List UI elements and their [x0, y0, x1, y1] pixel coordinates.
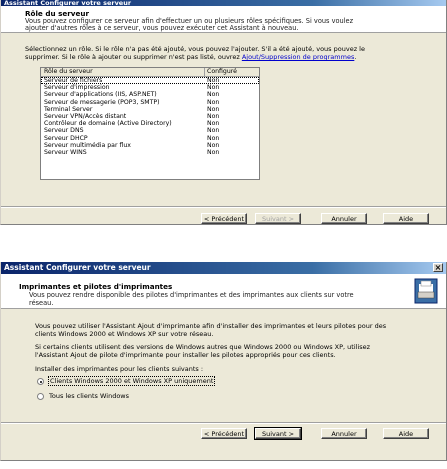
- button-separator: [1, 422, 446, 424]
- paragraph-1-line-2: clients Windows 2000 et Windows XP sur votre réseau.: [35, 330, 214, 338]
- role-configured: Non: [207, 84, 220, 92]
- title-bar: [1, 262, 446, 274]
- install-for-label: Installer des imprimantes pour les clients suivants :: [35, 365, 204, 373]
- window-title: Assistant Configurer votre serveur: [4, 263, 151, 272]
- instruction-line-2: [25, 53, 356, 61]
- role-name: Serveur multimédia par flux: [44, 141, 131, 149]
- page-title: Imprimantes et pilotes d'imprimantes: [19, 282, 173, 291]
- add-remove-programs-link[interactable]: Ajout/Suppression de programmes: [241, 53, 355, 61]
- list-item[interactable]: [41, 77, 259, 84]
- paragraph-2-line-1: Si certains clients utilisent des versions de Windows autres que Windows 2000 ou Windows XP, utilisez: [35, 343, 371, 351]
- role-configured: Non: [207, 112, 220, 120]
- list-item[interactable]: [41, 84, 259, 91]
- role-name: Serveur de fichiers: [44, 77, 103, 84]
- role-configured: Non: [207, 141, 220, 149]
- role-configured: Non: [207, 105, 220, 113]
- role-configured: Non: [207, 148, 220, 156]
- instruction-end: .: [354, 53, 357, 61]
- cancel-button[interactable]: Annuler: [321, 213, 367, 224]
- role-configured: Non: [207, 91, 220, 99]
- list-item[interactable]: [41, 120, 259, 127]
- role-name: Terminal Server: [44, 105, 93, 113]
- help-button[interactable]: Aide: [383, 428, 429, 439]
- role-configured: Non: [207, 98, 220, 106]
- list-header: [41, 68, 259, 77]
- back-button[interactable]: < Précédent: [201, 213, 247, 224]
- instruction-line-1: Sélectionnez un rôle. Si le rôle n'a pas été ajouté, vous pouvez l'ajouter. S'il a été ajouté, vous pouvez le: [25, 45, 365, 53]
- next-button[interactable]: Suivant >: [255, 428, 301, 439]
- role-name: Serveur DNS: [44, 127, 84, 135]
- header-description-line-1: Vous pouvez rendre disponible des pilotes d'imprimantes et des imprimantes aux clients sur votre: [29, 291, 354, 299]
- list-item[interactable]: [41, 127, 259, 134]
- wizard-header: [1, 6, 446, 33]
- role-configured: Non: [207, 77, 220, 84]
- wizard-window-server-role: [0, 0, 447, 225]
- server-roles-list[interactable]: [40, 67, 260, 180]
- list-item[interactable]: [41, 142, 259, 149]
- back-button[interactable]: < Précédent: [201, 428, 247, 439]
- wizard-window-printers: [0, 262, 447, 461]
- close-icon[interactable]: ×: [434, 263, 442, 272]
- help-button[interactable]: Aide: [383, 213, 429, 224]
- list-item[interactable]: [41, 99, 259, 106]
- list-item[interactable]: [41, 91, 259, 98]
- role-configured: Non: [207, 127, 220, 135]
- role-name: Serveur d'impression: [44, 84, 110, 92]
- role-name: Serveur DHCP: [44, 134, 88, 142]
- radio-button[interactable]: [37, 393, 44, 400]
- page-title: Rôle du serveur: [25, 9, 89, 18]
- paragraph-2-line-2: l'Assistant Ajout de pilote d'imprimante pour installer les pilotes appropriés pour ces clients.: [35, 351, 336, 359]
- column-header-configured[interactable]: Configuré: [204, 68, 237, 76]
- radio-label[interactable]: Tous les clients Windows: [49, 392, 129, 400]
- wizard-header: [1, 274, 446, 309]
- instruction-text: supprimer. Si le rôle à ajouter ou supprimer n'est pas listé, ouvrez: [25, 53, 240, 61]
- radio-button[interactable]: [37, 378, 44, 385]
- role-configured: Non: [207, 120, 220, 128]
- radio-label[interactable]: Clients Windows 2000 et Windows XP uniquement: [50, 377, 214, 385]
- role-name: Serveur de messagerie (POP3, SMTP): [44, 98, 160, 106]
- role-name: Contrôleur de domaine (Active Directory): [44, 120, 172, 128]
- next-button[interactable]: Suivant >: [255, 213, 301, 224]
- role-name: Serveur d'applications (IIS, ASP.NET): [44, 91, 157, 99]
- list-item[interactable]: [41, 135, 259, 142]
- role-configured: Non: [207, 134, 220, 142]
- button-separator: [1, 206, 446, 208]
- list-item[interactable]: [41, 106, 259, 113]
- list-item[interactable]: [41, 149, 259, 156]
- paragraph-1-line-1: Vous pouvez utiliser l'Assistant Ajout d'imprimante afin d'installer des imprimantes et leurs pilotes pour des: [35, 322, 387, 330]
- cancel-button[interactable]: Annuler: [321, 428, 367, 439]
- header-description-line-1: Vous pouvez configurer ce serveur afin d'effectuer un ou plusieurs rôles spécifiques. Si vous voulez: [25, 17, 354, 25]
- role-name: Serveur VPN/Accès distant: [44, 112, 127, 120]
- column-header-role[interactable]: Rôle du serveur: [44, 68, 93, 75]
- header-description-line-2: réseau.: [29, 299, 54, 307]
- window-title: Assistant Configurer votre serveur: [4, 0, 132, 6]
- header-description-line-2: ajouter d'autres rôles à ce serveur, vous pouvez exécuter cet Assistant à nouveau.: [25, 24, 299, 32]
- role-name: Serveur WINS: [44, 148, 87, 156]
- printer-wizard-icon: [414, 278, 438, 304]
